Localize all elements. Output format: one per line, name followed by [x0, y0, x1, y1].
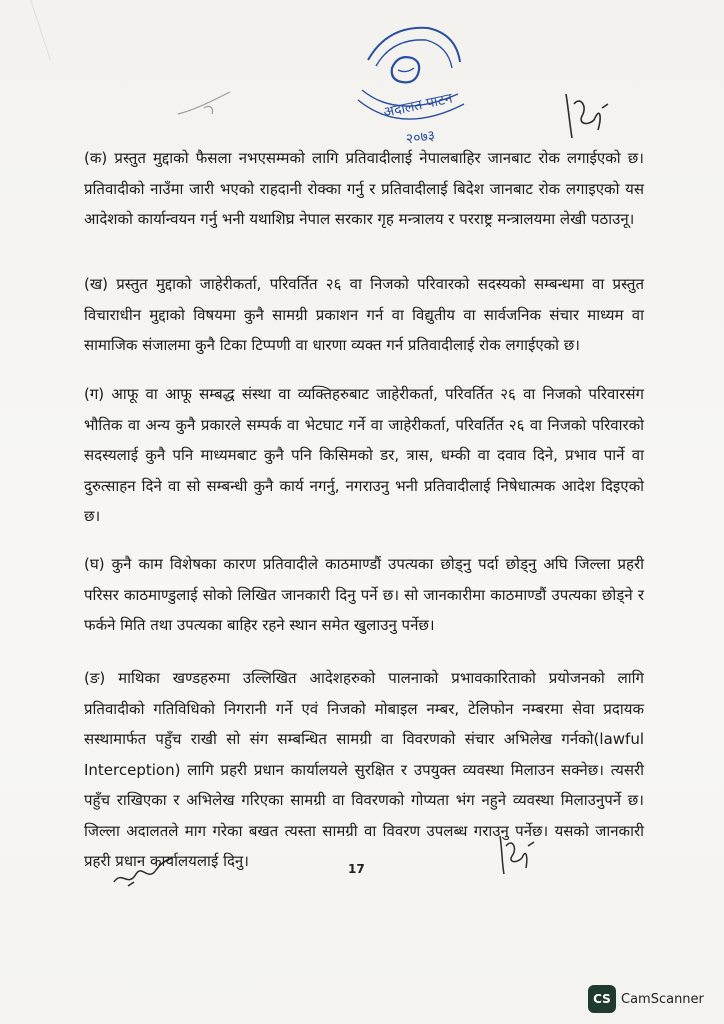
- paragraph-ka: (क) प्रस्तुत मुद्दाको फैसला नभएसम्मको लागि प्रतिवादीलाई नेपालबाहिर जानबाट रोक लगाईएको छ। प्रतिवादीको नाउँमा जारी भएको राहदानी रोक्का गर्नु र प्रतिवादीलाई बिदेश जानबाट रोक लगाइएको यस आदेशको कार्यान्वयन गर्नु भनी यथाशिघ्र नेपाल सरकार गृह मन्त्रालय र परराष्ट्र मन्त्रालयमा लेखी पठाउनू।: [84, 149, 644, 228]
- page-fold-shadow: [30, 0, 110, 60]
- court-seal-stamp: [348, 20, 468, 150]
- page-number: 17: [348, 862, 365, 876]
- paragraph-gha: (घ) कुनै काम विशेषका कारण प्रतिवादीले काठमाण्डौं उपत्यका छोड्नु पर्दा छोड्नु अघि जिल्ला प्रहरी परिसर काठमाण्डुलाई सोको लिखित जानकारी दिनु पर्ने छ। सो जानकारीमा काठमाण्डौं उपत्यका छोड्ने र फर्कने मिति तथा उपत्यका बाहिर रहने स्थान समेत खुलाउनु पर्नेछ।: [84, 555, 644, 634]
- camscanner-logo-icon: CS: [588, 985, 616, 1013]
- paragraph-ga: (ग) आफू वा आफू सम्बद्ध संस्था वा व्यक्तिहरुबाट जाहेरीकर्ता, परिवर्तित २६ वा निजको परिवारसंग भौतिक वा अन्य कुनै प्रकारले सम्पर्क वा भेटघाट गर्ने वा जाहेरीकर्ता, परिवर्तित २६ वा निजको परिवारको सदस्यलाई कुनै पनि माध्यमबाट कुनै पनि किसिमको डर, त्रास, धम्की वा दवाव दिने, प्रभाव पार्ने वा दुरुत्साहन दिने वा सो सम्बन्धी कुनै कार्य नगर्नु, नगराउनु भनी प्रतिवादीलाई निषेधात्मक आदेश दिइएको छ।: [84, 385, 644, 525]
- signature-mark-top-left: [174, 90, 234, 118]
- seal-text-arc: अदालत पाटन: [382, 90, 454, 121]
- signature-top-right: [558, 86, 616, 146]
- camscanner-watermark: [588, 985, 704, 1013]
- paragraph-nga: (ङ) माथिका खण्डहरुमा उल्लिखित आदेशहरुको पालनाको प्रभावकारिताको प्रयोजनको लागि प्रतिवादीको गतिविधिको निगरानी गर्ने एवं निजको मोबाइल नम्बर, टेलिफोन नम्बरमा सेवा प्रदायक सस्थामार्फत पहुँच राखी सो संग सम्बन्धित सामग्री वा विवरणको संचार अभिलेख गर्नको(lawful Interception) लागि प्रहरी प्रधान कार्यालयले सुरक्षित र उपयुक्त व्यवस्था मिलाउन सक्नेछ। त्यसरी पहुँच राखिएका र अभिलेख गरिएका सामग्री वा विवरणको गोप्यता भंग नहुने व्यवस्था मिलाउनुपर्ने छ। जिल्ला अदालतले माग गरेका बखत त्यस्ता सामग्री वा विवरण उपलब्ध गराउनु पर्नेछ। यसको जानकारी प्रहरी प्रधान कार्यालयलाई दिनु।: [84, 669, 644, 870]
- seal-year: २०७३: [405, 127, 437, 148]
- camscanner-label: CamScanner: [621, 991, 704, 1007]
- paragraph-kha: (ख) प्रस्तुत मुद्दाको जाहेरीकर्ता, परिवर्तित २६ वा निजको परिवारको सदस्यको सम्बन्धमा वा प्रस्तुत विचाराधीन मुद्दाको विषयमा कुनै सामग्री प्रकाशन गर्न वा विद्युतीय वा सार्वजनिक संचार माध्यम वा सामाजिक संजालमा कुनै टिका टिप्पणी वा धारणा व्यक्त गर्न प्रतिवादीलाई रोक लगाईएको छ।: [84, 275, 644, 354]
